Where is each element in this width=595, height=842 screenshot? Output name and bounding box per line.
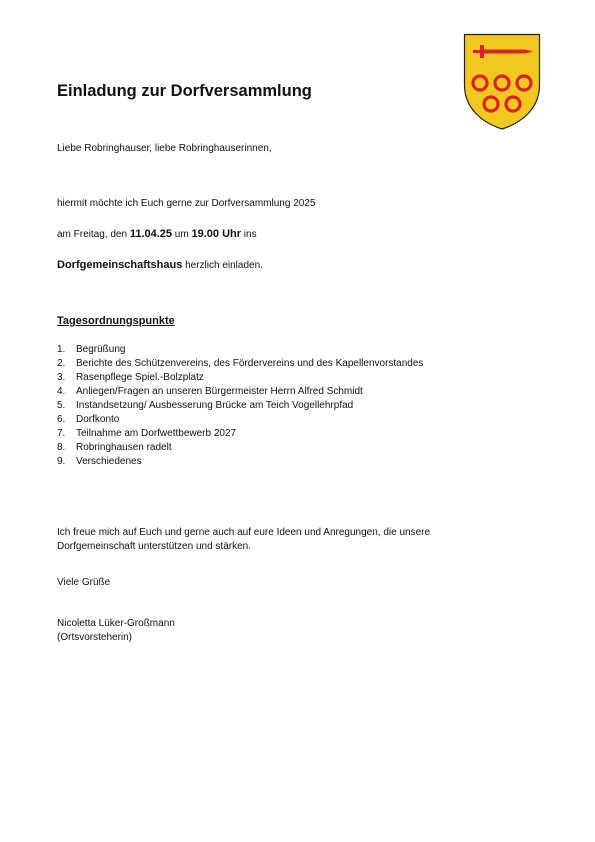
venue-line <box>57 259 263 271</box>
agenda-item <box>57 357 423 371</box>
closing-line-1: Ich freue mich auf Euch und gerne auch auf eure Ideen und Anregungen, die unsere <box>57 527 431 538</box>
agenda-item <box>57 427 423 441</box>
meeting-date: 11.04.25 <box>129 228 173 240</box>
date-prefix: am Freitag, den <box>57 229 130 240</box>
agenda-item <box>57 455 423 469</box>
agenda-item-text: Berichte des Schützenvereins, des Fördervereins und des Kapellenvorstandes <box>76 358 424 369</box>
agenda-item <box>57 385 423 399</box>
agenda-item-number: 9. <box>57 456 66 467</box>
agenda-item-number: 7. <box>57 428 66 439</box>
agenda-item-text: Teilnahme am Dorfwettbewerb 2027 <box>76 428 237 439</box>
meeting-time: 19.00 Uhr <box>191 228 242 240</box>
agenda-list <box>57 343 423 469</box>
agenda-item-number: 1. <box>57 344 66 355</box>
signature-role: (Ortsvorsteherin) <box>57 632 133 643</box>
agenda-item-number: 8. <box>57 442 66 453</box>
closing-line-2: Dorfgemeinschaft unterstützen und stärken. <box>57 541 251 552</box>
date-line <box>57 228 257 240</box>
agenda-item-text: Begrüßung <box>76 344 126 355</box>
agenda-item <box>57 399 423 413</box>
agenda-item-text: Verschiedenes <box>76 456 142 467</box>
agenda-item <box>57 413 423 427</box>
greeting: Liebe Robringhauser, liebe Robringhauserinnen, <box>57 143 272 154</box>
date-suffix: ins <box>241 229 257 240</box>
agenda-item <box>57 343 423 357</box>
agenda-item-text: Dorfkonto <box>76 414 120 425</box>
agenda-item-text: Rasenpflege Spiel.-Bolzplatz <box>76 372 204 383</box>
signature-name: Nicoletta Lüker-Großmann <box>57 618 175 629</box>
coat-of-arms-icon <box>463 33 541 131</box>
agenda-item-number: 5. <box>57 400 66 411</box>
meeting-venue: Dorfgemeinschaftshaus <box>57 259 183 271</box>
agenda-item-text: Robringhausen radelt <box>76 442 172 453</box>
agenda-item-number: 4. <box>57 386 66 397</box>
agenda-item <box>57 441 423 455</box>
regards: Viele Grüße <box>57 577 111 588</box>
date-middle: um <box>172 229 192 240</box>
agenda-item-number: 6. <box>57 414 66 425</box>
letter-title: Einladung zur Dorfversammlung <box>57 82 312 100</box>
intro-text: hiermit möchte ich Euch gerne zur Dorfversammlung 2025 <box>57 198 316 209</box>
agenda-item-number: 3. <box>57 372 66 383</box>
agenda-item-text: Instandsetzung/ Ausbesserung Brücke am Teich Vogellehrpfad <box>76 400 354 411</box>
venue-suffix: herzlich einladen. <box>182 260 263 271</box>
agenda-item-text: Anliegen/Fragen an unseren Bürgermeister Herrn Alfred Schmidt <box>76 386 363 397</box>
agenda-item <box>57 371 423 385</box>
agenda-heading: Tagesordnungspunkte <box>57 315 175 327</box>
agenda-item-number: 2. <box>57 358 66 369</box>
